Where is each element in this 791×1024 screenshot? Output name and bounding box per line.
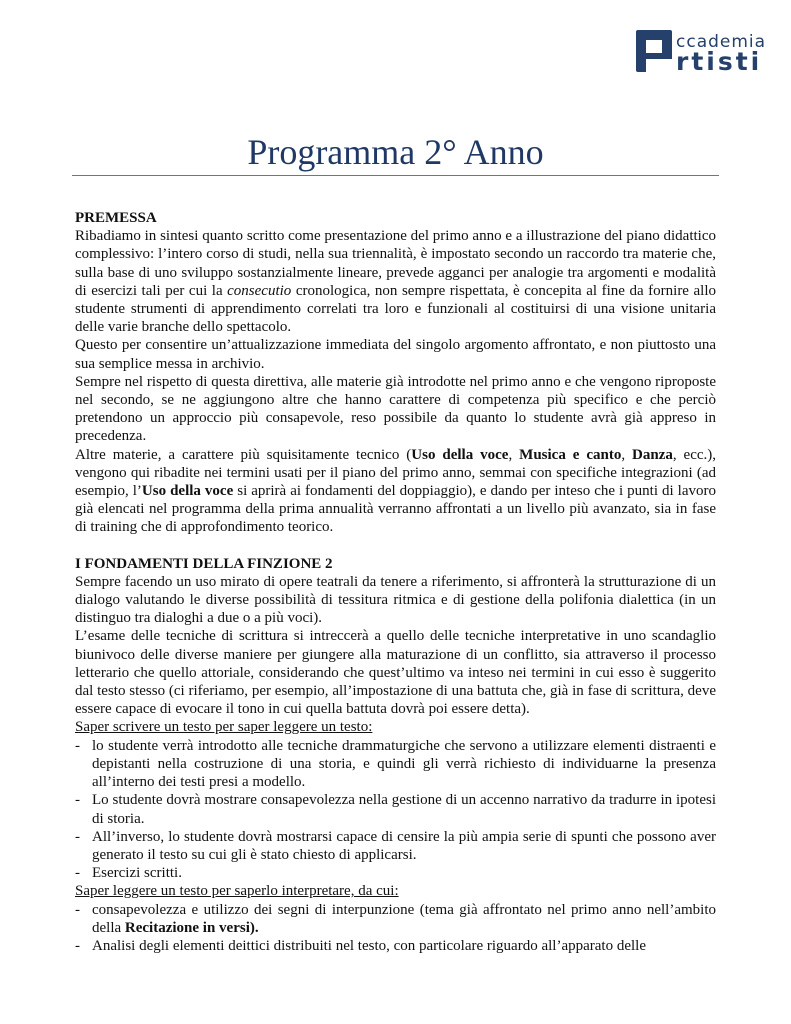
academia-artisti-logo — [634, 28, 774, 76]
fondamenti-paragraph-1: Sempre facendo un uso mirato di opere teatrali da tenere a riferimento, si affronterà la strutturazione di un dialogo valutando le diverse possibilità di tessitura ritmica e di gestione della polifonia dialettica (in un distinguo tra dialoghi a due o a più voci). — [75, 573, 716, 627]
list-dash: - — [75, 901, 80, 918]
list-item: - Analisi degli elementi deittici distribuiti nel testo, con particolare riguardo all’apparato delle — [75, 937, 646, 954]
page-title: Programma 2° Anno — [247, 132, 544, 172]
list-dash: - — [75, 865, 80, 882]
section-heading-premessa: PREMESSA — [75, 210, 157, 226]
section-gap — [75, 537, 716, 555]
logo-line1: ccademia — [676, 32, 767, 52]
list-dash: - — [75, 792, 80, 809]
logo-line2: rtisti — [676, 47, 763, 76]
premessa-paragraph-4: Altre materie, a carattere più squisitamente tecnico (Uso della voce, Musica e canto, Danza, ecc.), vengono qui ribadite nei termini usati per il piano del primo anno, semmai con specifiche integrazioni (ad esempio, l’Uso della voce si aprirà ai fondamenti del doppiaggio), e dando per inteso che i punti di lavoro già elencati nel programma della prima annualità verranno affrontati a un livello più avanzato, sia in fase di training che di approfondimento teorico. — [75, 446, 717, 536]
premessa-paragraph-3: Sempre nel rispetto di questa direttiva, alle materie già introdotte nel primo anno e che vengono riproposte nel secondo, se ne aggiungono altre che hanno carattere di competenza più specifico e che perciò pretendono un approccio più consapevole, reso possibile da quanto lo studente avrà già appreso in precedenza. — [75, 373, 716, 445]
title-divider — [72, 175, 719, 176]
list-item: - Lo studente dovrà mostrare consapevolezza nella gestione di un accenno narrativo da tradurre in ipotesi di storia. — [75, 792, 716, 827]
fondamenti-paragraph-2: L’esame delle tecniche di scrittura si intreccerà a quello delle tecniche interpretative in uno scandaglio biunivoco delle diverse maniere per giungere alla maturazione di un conflitto, sia attraverso il processo letterario che quello attoriale, considerando che quest’ultimo va inteso nei termini in cui esso è suggerito dal testo stesso (ci riferiamo, per esempio, all’impostazione di una battuta che, già in fase di scrittura, deve essere capace di evocare il tono in cui quella battuta dovrà poi essere detta). — [75, 628, 716, 718]
subheading-saper-scrivere: Saper scrivere un testo per saper leggere un testo: — [75, 719, 373, 736]
section-heading-fondamenti: I FONDAMENTI DELLA FINZIONE 2 — [75, 555, 333, 572]
premessa-paragraph-2: Questo per consentire un’attualizzazione immediata del singolo argomento affrontato, e non piuttosto una sua semplice messa in archivio. — [75, 337, 716, 372]
premessa-paragraph-1: Ribadiamo in sintesi quanto scritto come presentazione del primo anno e a illustrazione del piano didattico complessivo: l’intero corso di studi, nella sua triennalità, è impostato secondo un raccordo tra materie che, sulla base di uno sviluppo sostanzialmente lineare, prevede agganci per analogie tra argomenti e modalità di esercizi tali per cui la consecutio cronologica, non sempre rispettata, è concepita al fine da fornire allo studente strumenti di apprendimento correlati tra loro e funzionali al costituirsi di una visione unitaria delle varie branche dello spettacolo. — [75, 228, 716, 336]
list-dash: - — [75, 737, 80, 754]
list-item: - consapevolezza e utilizzo dei segni di interpunzione (tema già affrontato nel primo anno nell’ambito della Recitazione in versi). — [75, 901, 716, 936]
subheading-saper-leggere: Saper leggere un testo per saperlo interpretare, da cui: — [75, 883, 399, 900]
list-dash: - — [75, 937, 80, 954]
list-item: - lo studente verrà introdotto alle tecniche drammaturgiche che servono a utilizzare elementi distraenti e depistanti nella costruzione di una storia, e quindi gli verrà richiesto di individuarne la presenza all’interno dei testi presi a modello. — [75, 737, 716, 791]
list-item: - Esercizi scritti. — [75, 865, 182, 882]
list-item: - All’inverso, lo studente dovrà mostrarsi capace di censire la più ampia serie di spunti che possono aver generato il testo su cui gli è stato chiesto di applicarsi. — [75, 828, 716, 863]
logo-a-mark-icon — [634, 28, 674, 74]
document-body — [75, 209, 716, 955]
list-dash: - — [75, 828, 80, 845]
